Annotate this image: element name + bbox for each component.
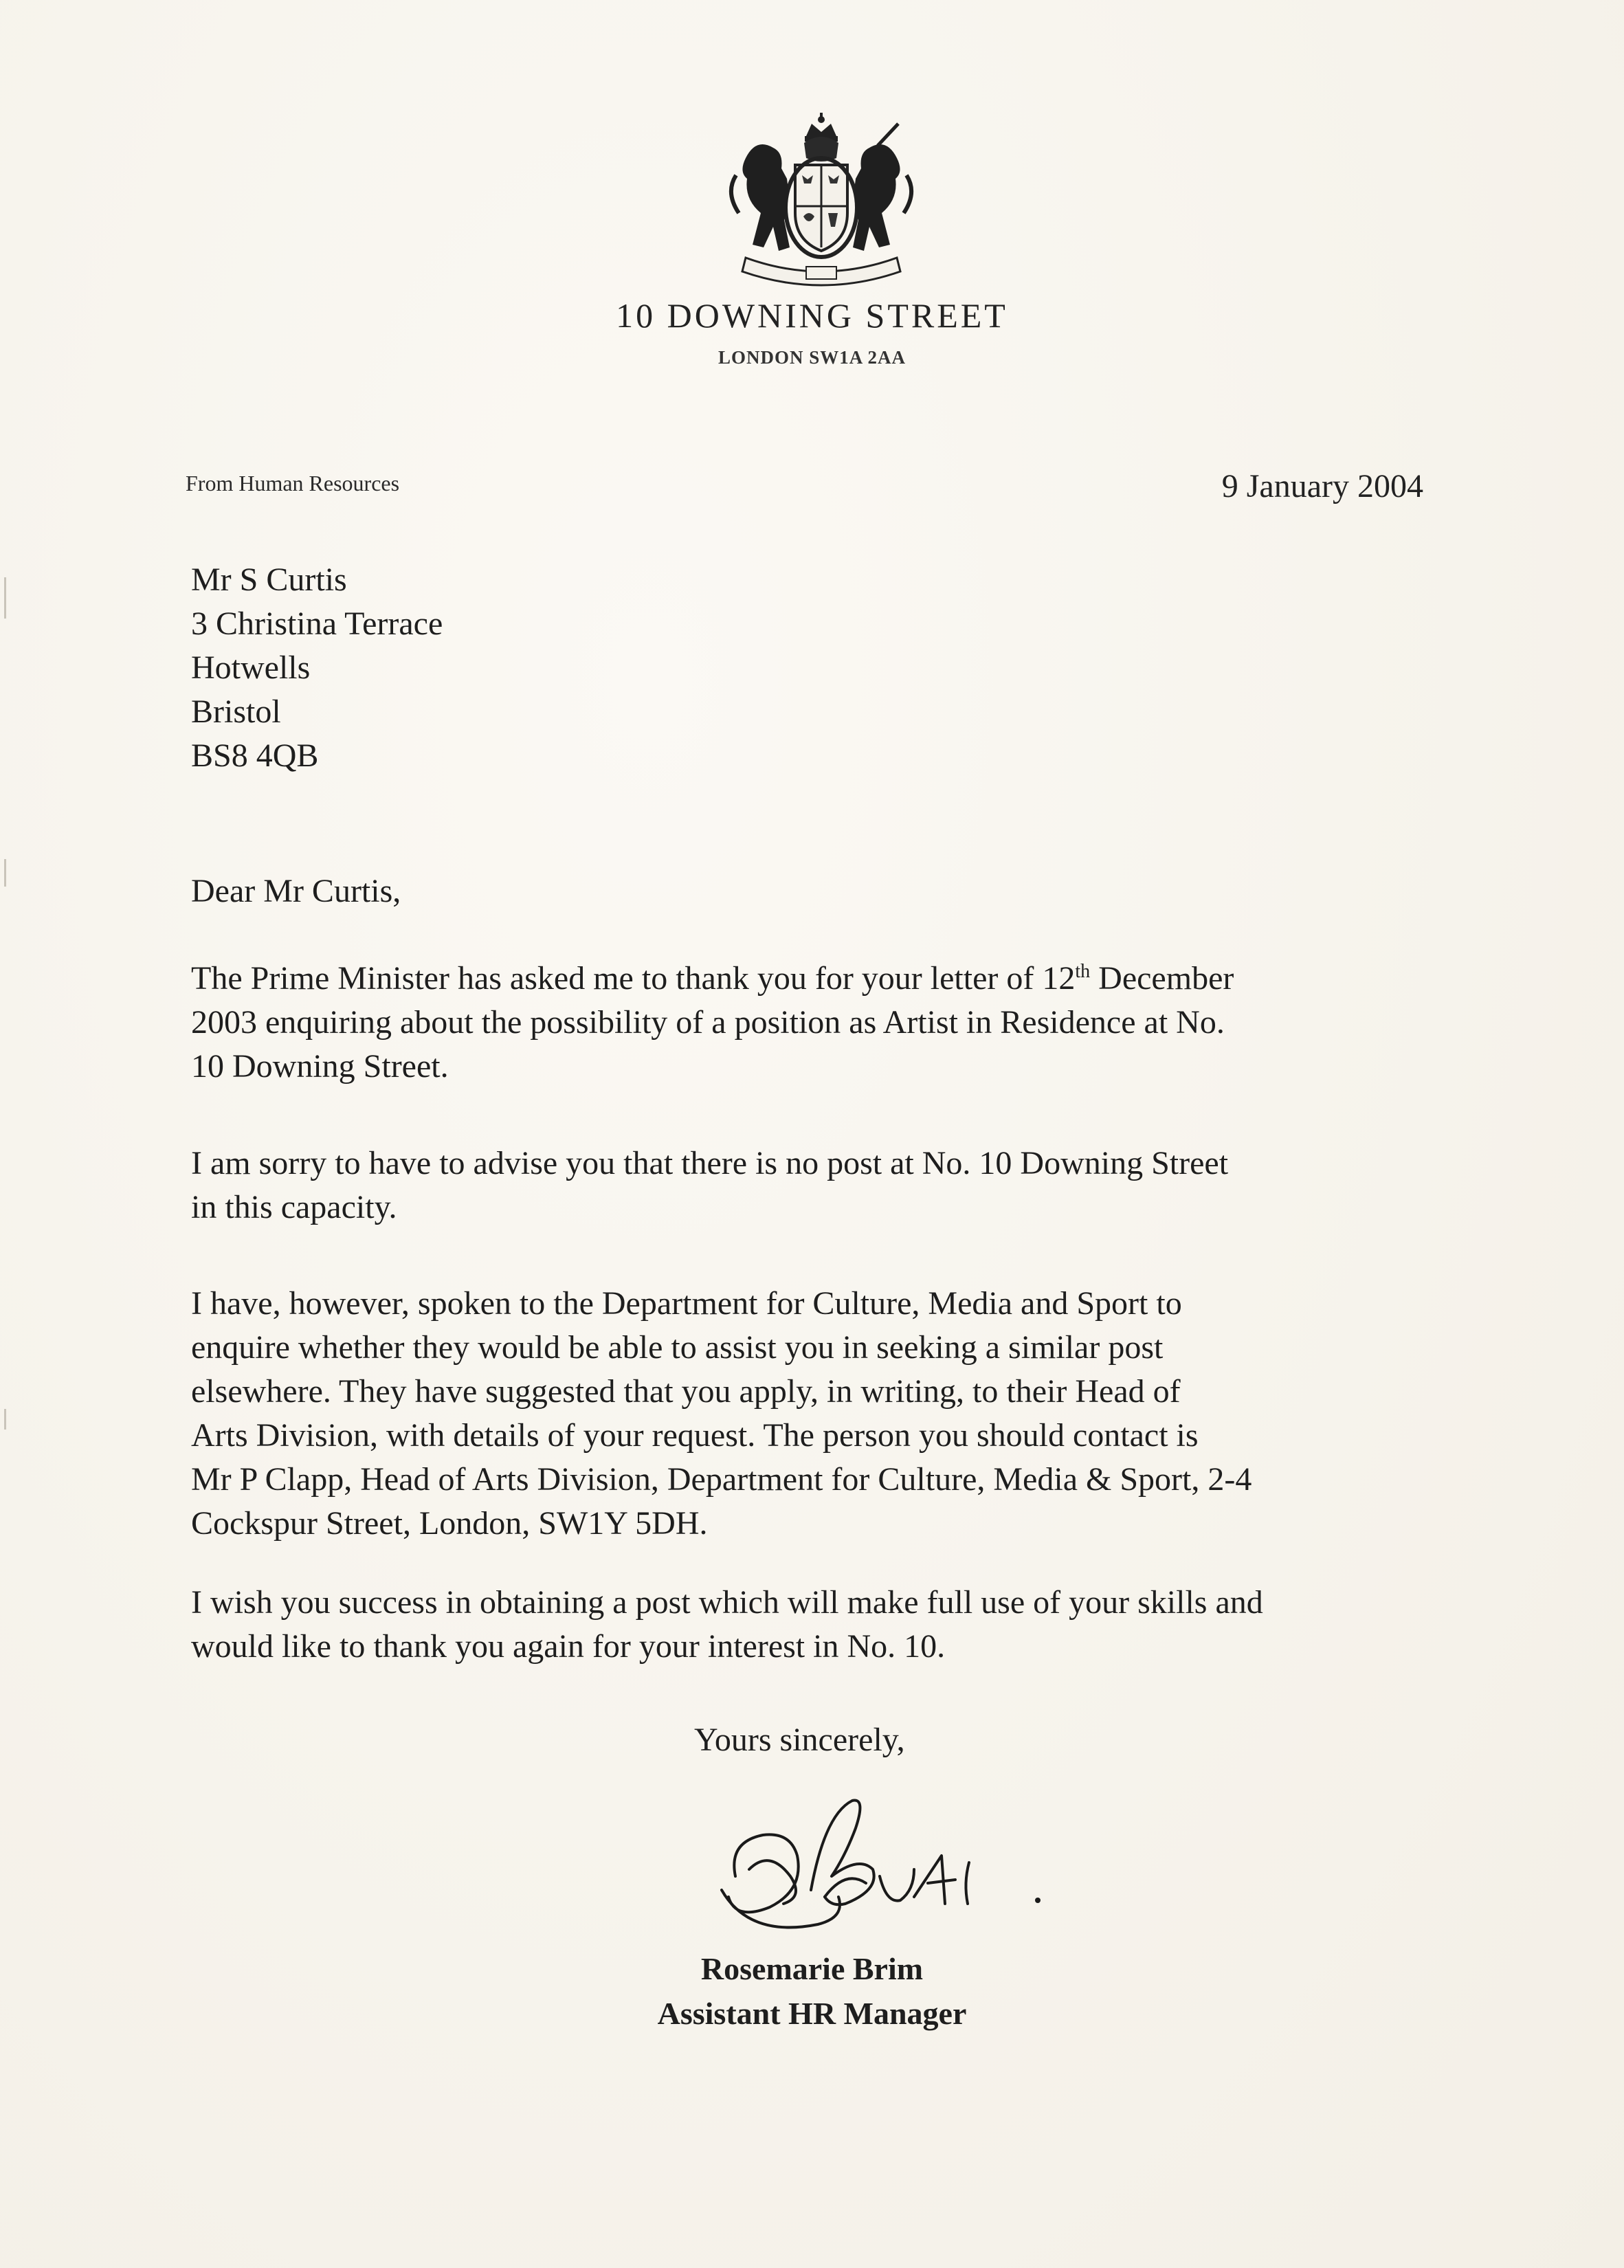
letterhead-address: LONDON SW1A 2AA bbox=[718, 347, 906, 368]
handwritten-signature bbox=[708, 1787, 1065, 1952]
recipient-city: Bristol bbox=[191, 693, 281, 730]
salutation: Dear Mr Curtis, bbox=[191, 873, 401, 909]
paragraph-line: would like to thank you again for your interest in No. 10. bbox=[191, 1628, 946, 1665]
paragraph-line: I am sorry to have to advise you that there is no post at No. 10 Downing Street bbox=[191, 1145, 1229, 1181]
royal-coat-of-arms-icon bbox=[718, 110, 924, 296]
paragraph-thanks bbox=[191, 957, 1462, 1089]
scan-edge-mark bbox=[4, 577, 6, 619]
recipient-district: Hotwells bbox=[191, 649, 311, 686]
paragraph-line: I have, however, spoken to the Department for Culture, Media and Sport to bbox=[191, 1285, 1182, 1322]
paragraph-no-post bbox=[191, 1142, 1462, 1230]
scan-edge-mark bbox=[4, 859, 6, 887]
signatory-role: Assistant HR Manager bbox=[657, 1996, 967, 2031]
recipient-address bbox=[191, 558, 443, 778]
letter-date: 9 January 2004 bbox=[1221, 468, 1423, 504]
signatory-name: Rosemarie Brim bbox=[700, 1951, 924, 1986]
paragraph-line: Arts Division, with details of your request. The person you should contact is bbox=[191, 1417, 1199, 1454]
scan-edge-mark bbox=[4, 1409, 6, 1430]
paragraph-line: enquire whether they would be able to assist you in seeking a similar post bbox=[191, 1329, 1164, 1366]
paragraph-line: in this capacity. bbox=[191, 1189, 397, 1225]
recipient-name: Mr S Curtis bbox=[191, 562, 347, 598]
paragraph-closing-wish bbox=[191, 1581, 1462, 1669]
paragraph-line: I wish you success in obtaining a post which will make full use of your skills and bbox=[191, 1584, 1263, 1621]
recipient-street: 3 Christina Terrace bbox=[191, 605, 443, 642]
recipient-postcode: BS8 4QB bbox=[191, 737, 319, 774]
paragraph-line: Cockspur Street, London, SW1Y 5DH. bbox=[191, 1505, 708, 1542]
paragraph-line: Mr P Clapp, Head of Arts Division, Department for Culture, Media & Sport, 2-4 bbox=[191, 1461, 1252, 1498]
letterhead-title: 10 DOWNING STREET bbox=[616, 296, 1008, 335]
complimentary-close: Yours sincerely, bbox=[694, 1722, 905, 1758]
paragraph-line: 10 Downing Street. bbox=[191, 1048, 449, 1085]
paragraph-line: The Prime Minister has asked me to thank you for your letter of 12th December bbox=[191, 960, 1234, 997]
paragraph-line: 2003 enquiring about the possibility of a position as Artist in Residence at No. bbox=[191, 1004, 1225, 1041]
paragraph-line: elsewhere. They have suggested that you apply, in writing, to their Head of bbox=[191, 1373, 1181, 1410]
paragraph-referral bbox=[191, 1282, 1462, 1546]
from-department: From Human Resources bbox=[186, 471, 400, 496]
